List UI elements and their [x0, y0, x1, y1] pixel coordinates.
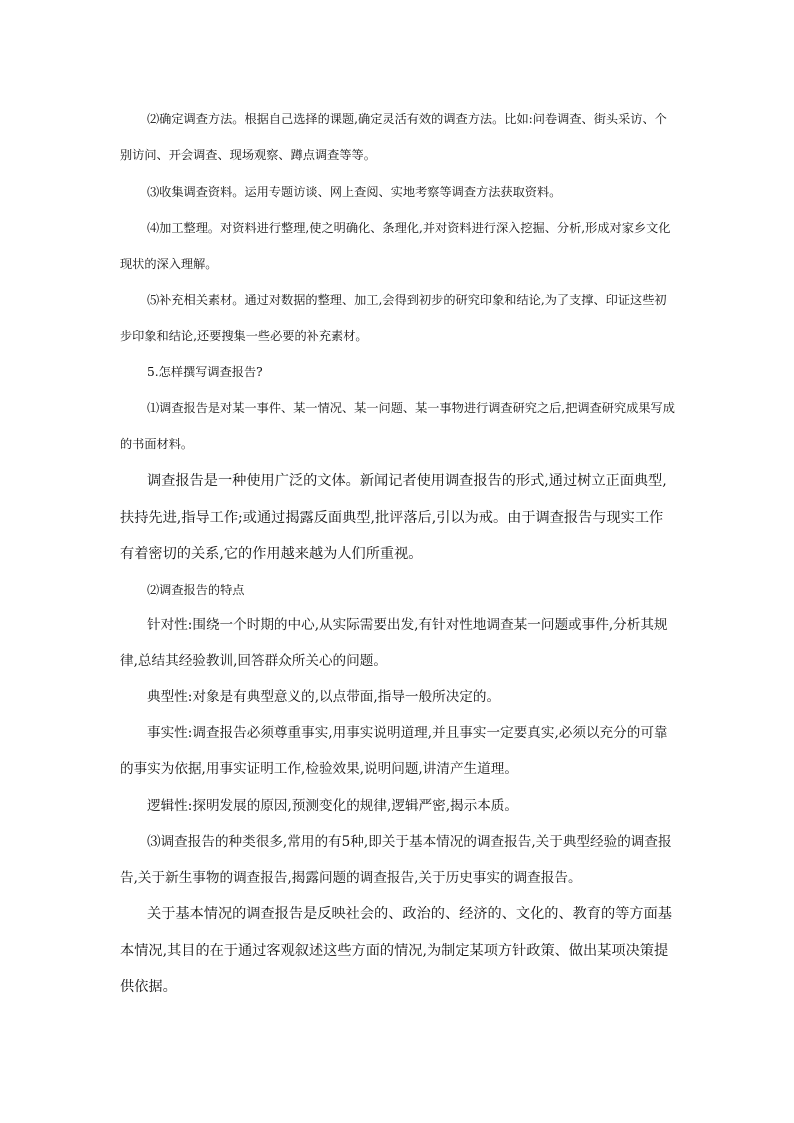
paragraph-report-features-heading: ⑵调查报告的特点	[147, 583, 245, 597]
paragraph-process-data: ⑷加工整理。对资料进行整理,使之明确化、条理化,并对资料进行深入挖掘、分析,形成对家乡文化现状的深入理解。	[120, 221, 671, 271]
paragraph-collect-materials: ⑶收集调查资料。运用专题访谈、网上查阅、实地考察等调查方法获取资料。	[147, 185, 562, 199]
paragraph-supplement-materials: ⑸补充相关素材。通过对数据的整理、加工,会得到初步的研究印象和结论,为了支撑、印证这些初步印象和结论,还要搜集一些必要的补充素材。	[120, 293, 667, 343]
paragraph-determine-method: ⑵确定调查方法。根据自己选择的课题,确定灵活有效的调查方法。比如:问卷调查、街头采访、个别访问、开会调查、现场观察、蹲点调查等等。	[120, 112, 667, 162]
paragraph-feature-targeted: 针对性:围绕一个时期的中心,从实际需要出发,有针对性地调查某一问题或事件,分析其规律,总结其经验教训,回答群众所关心的问题。	[120, 617, 668, 669]
paragraph-feature-typical: 典型性:对象是有典型意义的,以点带面,指导一般所决定的。	[147, 689, 501, 705]
paragraph-report-definition: ⑴调查报告是对某一事件、某一情况、某一问题、某一事物进行调查研究之后,把调查研究成果写成的书面材料。	[120, 401, 675, 451]
section-heading-how-to-write: 5.怎样撰写调查报告?	[147, 365, 263, 379]
paragraph-feature-factual: 事实性:调查报告必须尊重事实,用事实说明道理,并且事实一定要真实,必须以充分的可靠的事实为依据,用事实证明工作,检验效果,说明问题,讲清产生道理。	[120, 725, 668, 777]
paragraph-report-types: ⑶调查报告的种类很多,常用的有5种,即关于基本情况的调查报告,关于典型经验的调查报告,关于新生事物的调查报告,揭露问题的调查报告,关于历史事实的调查报告。	[120, 834, 672, 886]
paragraph-basic-situation-report: 关于基本情况的调查报告是反映社会的、政治的、经济的、文化的、教育的等方面基本情况,其目的在于通过客观叙述这些方面的情况,为制定某项方针政策、做出某项决策提供依据。	[120, 906, 672, 995]
paragraph-feature-logical: 逻辑性:探明发展的原因,预测变化的规律,逻辑严密,揭示本质。	[147, 798, 518, 814]
paragraph-report-usage: 调查报告是一种使用广泛的文体。新闻记者使用调查报告的形式,通过树立正面典型,扶持先进,指导工作;或通过揭露反面典型,批评落后,引以为戒。由于调查报告与现实工作有着密切的关系,它的作用越来越为人们所重视。	[120, 473, 667, 562]
